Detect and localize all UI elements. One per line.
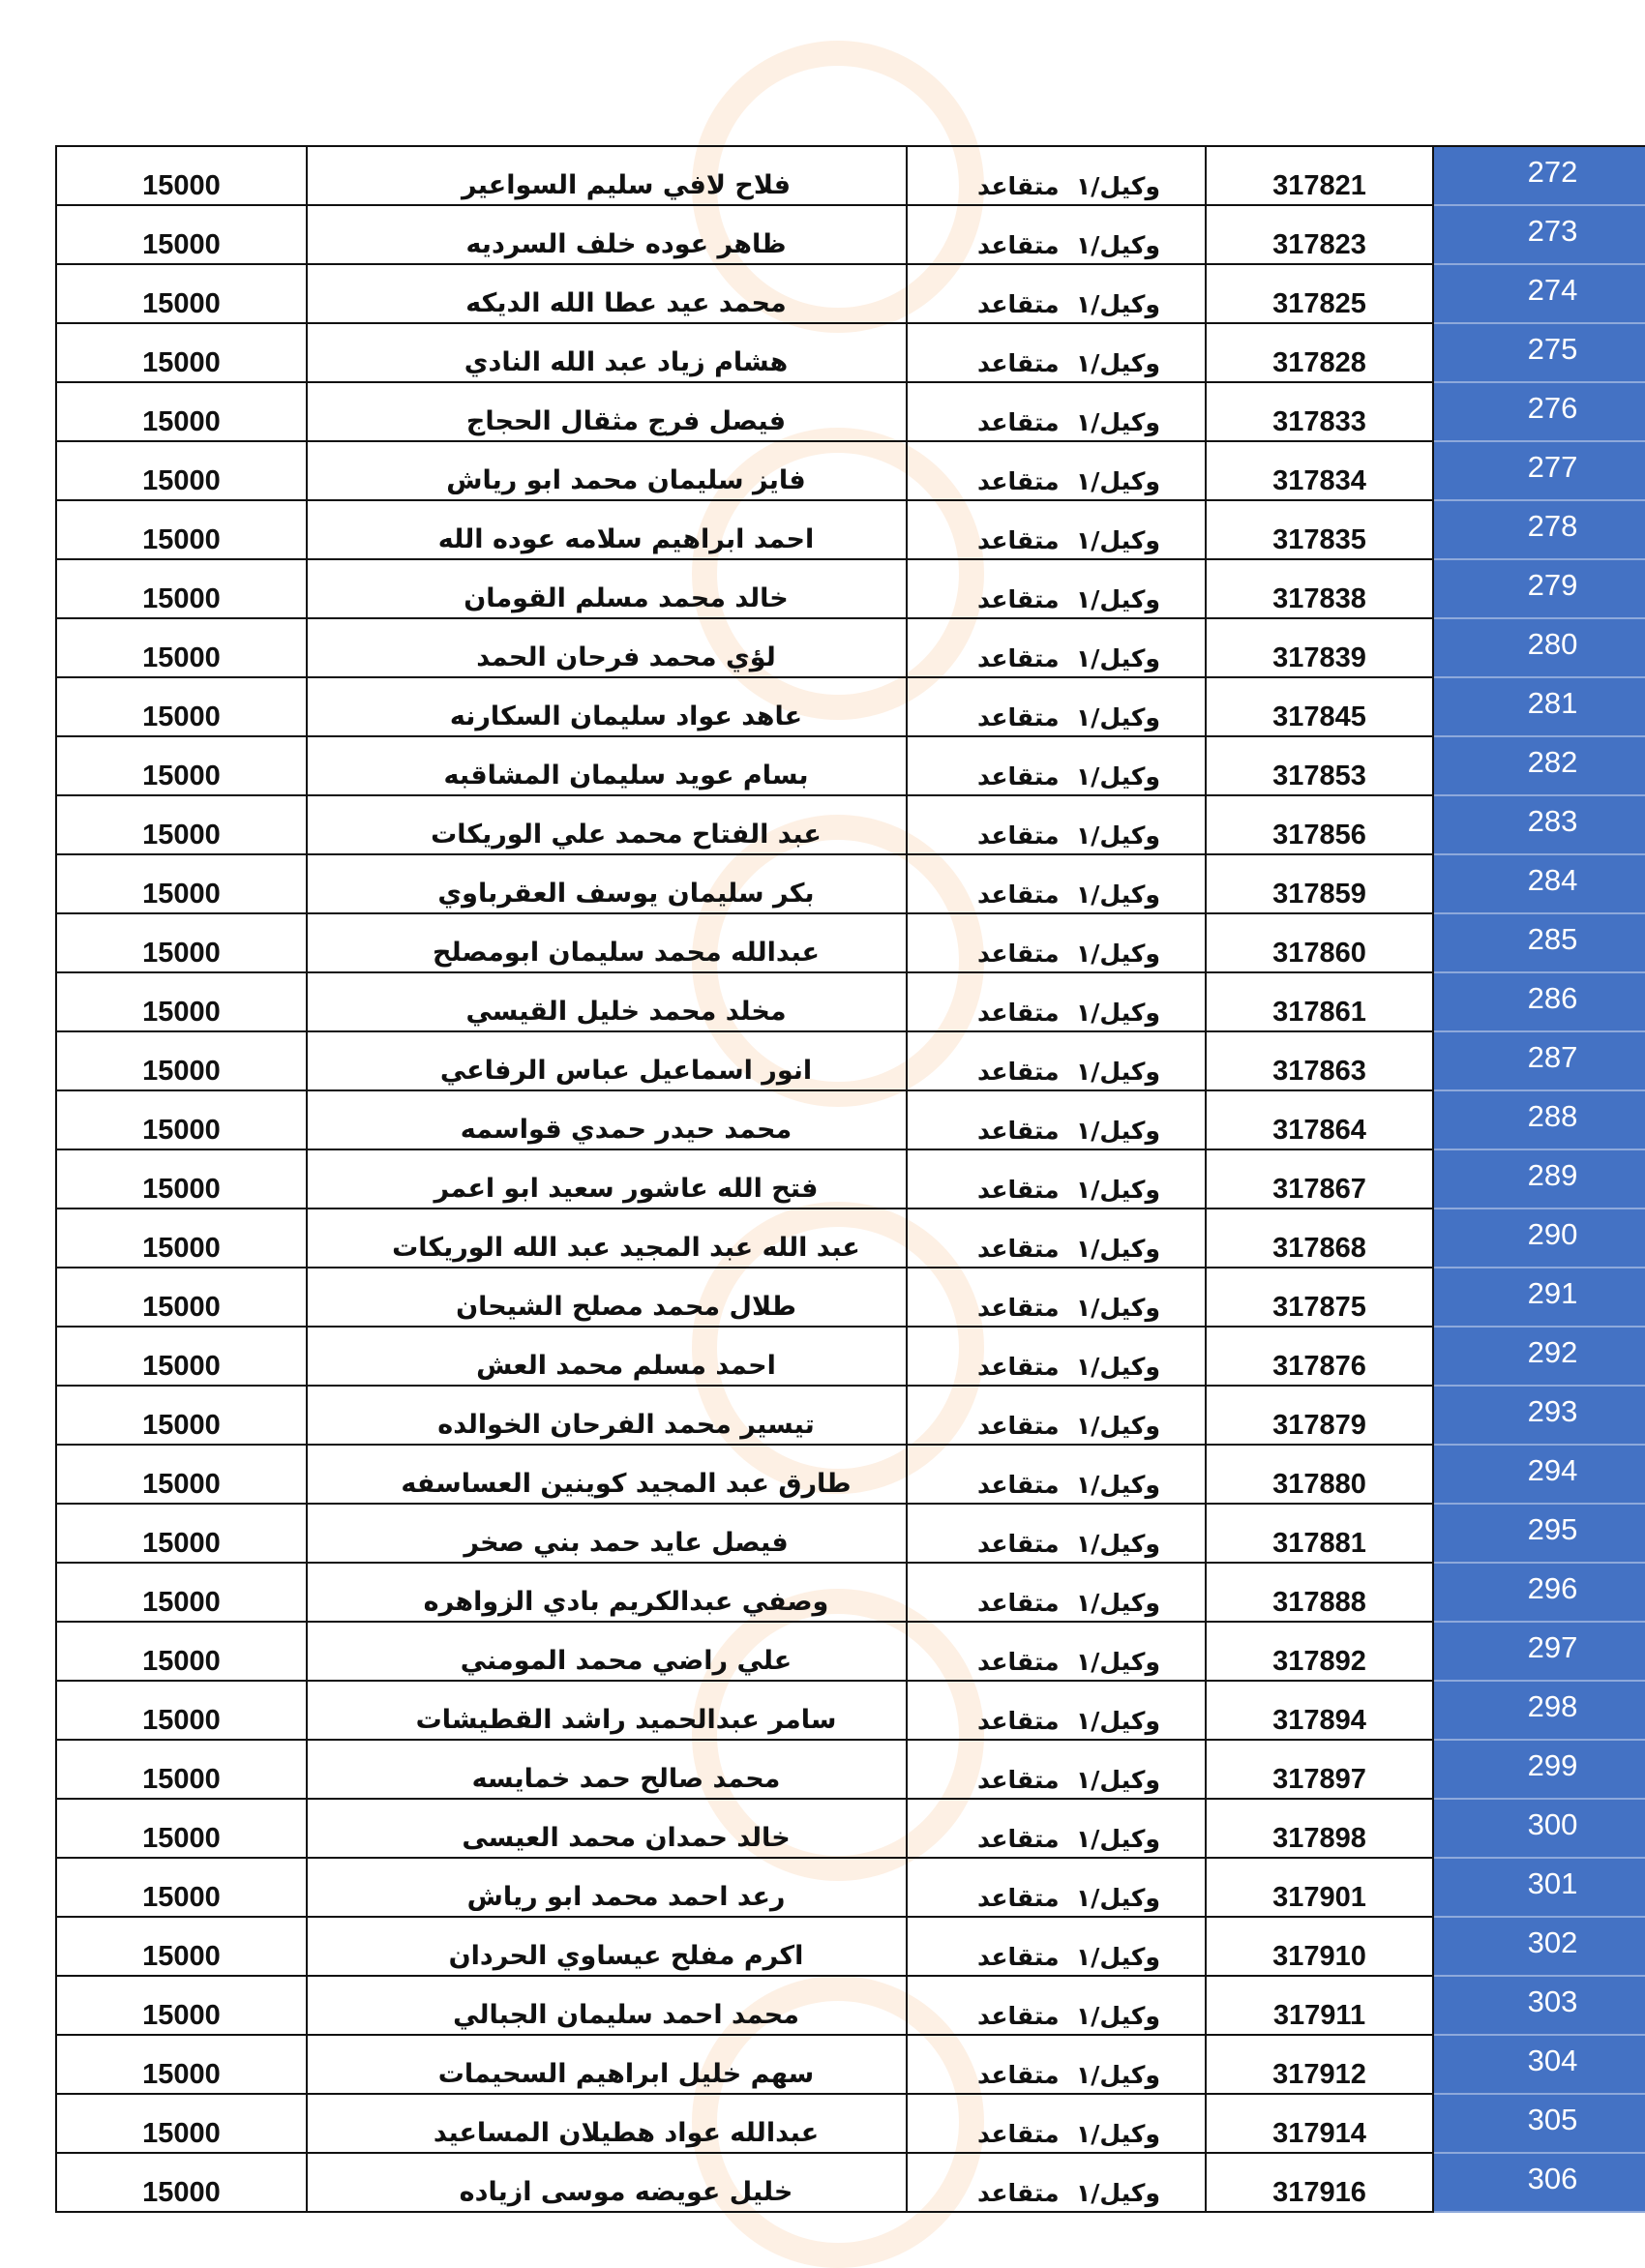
rank-cell: وكيل/١ متقاعد xyxy=(907,1090,1206,1149)
amount-cell: 15000 xyxy=(56,1209,307,1268)
serial-number-cell: 292 xyxy=(1433,1327,1645,1386)
amount-cell: 15000 xyxy=(56,441,307,500)
id-cell: 317861 xyxy=(1206,972,1433,1031)
table-row xyxy=(56,677,1645,736)
serial-number-cell: 290 xyxy=(1433,1209,1645,1268)
serial-number-cell: 279 xyxy=(1433,559,1645,618)
table-row xyxy=(56,146,1645,205)
table-row xyxy=(56,1268,1645,1327)
amount-cell: 15000 xyxy=(56,1031,307,1090)
table-row xyxy=(56,1681,1645,1740)
serial-number-cell: 296 xyxy=(1433,1563,1645,1622)
serial-number-cell: 277 xyxy=(1433,441,1645,500)
name-cell: اكرم مفلح عيساوي الحردان xyxy=(307,1917,907,1976)
amount-cell: 15000 xyxy=(56,2153,307,2212)
name-cell: لؤي محمد فرحان الحمد xyxy=(307,618,907,677)
name-cell: محمد احمد سليمان الجبالي xyxy=(307,1976,907,2035)
table-row xyxy=(56,972,1645,1031)
rank-cell: وكيل/١ متقاعد xyxy=(907,1149,1206,1209)
name-cell: احمد ابراهيم سلامه عوده الله xyxy=(307,500,907,559)
table-row xyxy=(56,1740,1645,1799)
rank-cell: وكيل/١ متقاعد xyxy=(907,1858,1206,1917)
amount-cell: 15000 xyxy=(56,205,307,264)
table-row xyxy=(56,205,1645,264)
serial-number-cell: 294 xyxy=(1433,1445,1645,1504)
id-cell: 317894 xyxy=(1206,1681,1433,1740)
rank-cell: وكيل/١ متقاعد xyxy=(907,1209,1206,1268)
amount-cell: 15000 xyxy=(56,1799,307,1858)
rank-cell: وكيل/١ متقاعد xyxy=(907,1386,1206,1445)
table-row xyxy=(56,264,1645,323)
amount-cell: 15000 xyxy=(56,2035,307,2094)
name-cell: وصفي عبدالكريم بادي الزواهره xyxy=(307,1563,907,1622)
id-cell: 317911 xyxy=(1206,1976,1433,2035)
amount-cell: 15000 xyxy=(56,795,307,854)
name-cell: خليل عويضه موسى ازياده xyxy=(307,2153,907,2212)
id-cell: 317897 xyxy=(1206,1740,1433,1799)
table-row xyxy=(56,1504,1645,1563)
id-cell: 317864 xyxy=(1206,1090,1433,1149)
serial-number-cell: 272 xyxy=(1433,146,1645,205)
name-cell: فلاح لافي سليم السواعير xyxy=(307,146,907,205)
table-body xyxy=(56,146,1645,2212)
name-cell: طارق عبد المجيد كوينين العساسفه xyxy=(307,1445,907,1504)
rank-cell: وكيل/١ متقاعد xyxy=(907,1917,1206,1976)
name-cell: رعد احمد محمد ابو رياش xyxy=(307,1858,907,1917)
rank-cell: وكيل/١ متقاعد xyxy=(907,559,1206,618)
id-cell: 317892 xyxy=(1206,1622,1433,1681)
serial-number-cell: 297 xyxy=(1433,1622,1645,1681)
id-cell: 317828 xyxy=(1206,323,1433,382)
name-cell: بسام عويد سليمان المشاقبه xyxy=(307,736,907,795)
serial-number-cell: 283 xyxy=(1433,795,1645,854)
serial-number-cell: 302 xyxy=(1433,1917,1645,1976)
rank-cell: وكيل/١ متقاعد xyxy=(907,1504,1206,1563)
id-cell: 317867 xyxy=(1206,1149,1433,1209)
amount-cell: 15000 xyxy=(56,618,307,677)
serial-number-cell: 287 xyxy=(1433,1031,1645,1090)
rank-cell: وكيل/١ متقاعد xyxy=(907,1976,1206,2035)
serial-number-cell: 274 xyxy=(1433,264,1645,323)
serial-number-cell: 300 xyxy=(1433,1799,1645,1858)
rank-cell: وكيل/١ متقاعد xyxy=(907,795,1206,854)
rank-cell: وكيل/١ متقاعد xyxy=(907,382,1206,441)
amount-cell: 15000 xyxy=(56,146,307,205)
rank-cell: وكيل/١ متقاعد xyxy=(907,677,1206,736)
name-cell: سهم خليل ابراهيم السحيمات xyxy=(307,2035,907,2094)
id-cell: 317916 xyxy=(1206,2153,1433,2212)
table-row xyxy=(56,441,1645,500)
name-cell: طلال محمد مصلح الشيحان xyxy=(307,1268,907,1327)
serial-number-cell: 280 xyxy=(1433,618,1645,677)
rank-cell: وكيل/١ متقاعد xyxy=(907,146,1206,205)
amount-cell: 15000 xyxy=(56,1445,307,1504)
name-cell: ظاهر عوده خلف السرديه xyxy=(307,205,907,264)
rank-cell: وكيل/١ متقاعد xyxy=(907,1031,1206,1090)
id-cell: 317901 xyxy=(1206,1858,1433,1917)
table-row xyxy=(56,1976,1645,2035)
amount-cell: 15000 xyxy=(56,1268,307,1327)
id-cell: 317821 xyxy=(1206,146,1433,205)
amount-cell: 15000 xyxy=(56,736,307,795)
id-cell: 317823 xyxy=(1206,205,1433,264)
name-cell: عبد الله عبد المجيد عبد الله الوريكات xyxy=(307,1209,907,1268)
name-cell: تيسير محمد الفرحان الخوالده xyxy=(307,1386,907,1445)
amount-cell: 15000 xyxy=(56,1858,307,1917)
table-row xyxy=(56,1327,1645,1386)
serial-number-cell: 281 xyxy=(1433,677,1645,736)
amount-cell: 15000 xyxy=(56,382,307,441)
rank-cell: وكيل/١ متقاعد xyxy=(907,736,1206,795)
table-row xyxy=(56,323,1645,382)
serial-number-cell: 288 xyxy=(1433,1090,1645,1149)
name-cell: عبد الفتاح محمد علي الوريكات xyxy=(307,795,907,854)
amount-cell: 15000 xyxy=(56,1327,307,1386)
serial-number-cell: 291 xyxy=(1433,1268,1645,1327)
id-cell: 317859 xyxy=(1206,854,1433,913)
id-cell: 317914 xyxy=(1206,2094,1433,2153)
rank-cell: وكيل/١ متقاعد xyxy=(907,1740,1206,1799)
serial-number-cell: 282 xyxy=(1433,736,1645,795)
id-cell: 317910 xyxy=(1206,1917,1433,1976)
table-row xyxy=(56,1031,1645,1090)
serial-number-cell: 305 xyxy=(1433,2094,1645,2153)
table-row xyxy=(56,1386,1645,1445)
table-row xyxy=(56,500,1645,559)
name-cell: عبدالله محمد سليمان ابومصلح xyxy=(307,913,907,972)
rank-cell: وكيل/١ متقاعد xyxy=(907,1563,1206,1622)
serial-number-cell: 303 xyxy=(1433,1976,1645,2035)
rank-cell: وكيل/١ متقاعد xyxy=(907,323,1206,382)
id-cell: 317868 xyxy=(1206,1209,1433,1268)
name-cell: سامر عبدالحميد راشد القطيشات xyxy=(307,1681,907,1740)
table-row xyxy=(56,2094,1645,2153)
rank-cell: وكيل/١ متقاعد xyxy=(907,264,1206,323)
name-cell: محمد عيد عطا الله الديكه xyxy=(307,264,907,323)
serial-number-cell: 295 xyxy=(1433,1504,1645,1563)
id-cell: 317860 xyxy=(1206,913,1433,972)
id-cell: 317825 xyxy=(1206,264,1433,323)
rank-cell: وكيل/١ متقاعد xyxy=(907,1327,1206,1386)
id-cell: 317888 xyxy=(1206,1563,1433,1622)
amount-cell: 15000 xyxy=(56,323,307,382)
id-cell: 317833 xyxy=(1206,382,1433,441)
name-cell: بكر سليمان يوسف العقرباوي xyxy=(307,854,907,913)
id-cell: 317853 xyxy=(1206,736,1433,795)
table-row xyxy=(56,1090,1645,1149)
rank-cell: وكيل/١ متقاعد xyxy=(907,1622,1206,1681)
serial-number-cell: 301 xyxy=(1433,1858,1645,1917)
serial-number-cell: 273 xyxy=(1433,205,1645,264)
amount-cell: 15000 xyxy=(56,1976,307,2035)
table-row xyxy=(56,1917,1645,1976)
id-cell: 317879 xyxy=(1206,1386,1433,1445)
name-cell: علي راضي محمد المومني xyxy=(307,1622,907,1681)
name-cell: انور اسماعيل عباس الرفاعي xyxy=(307,1031,907,1090)
serial-number-cell: 299 xyxy=(1433,1740,1645,1799)
amount-cell: 15000 xyxy=(56,1740,307,1799)
serial-number-cell: 306 xyxy=(1433,2153,1645,2212)
rank-cell: وكيل/١ متقاعد xyxy=(907,1268,1206,1327)
amount-cell: 15000 xyxy=(56,1622,307,1681)
name-cell: فيصل فرج مثقال الحجاج xyxy=(307,382,907,441)
amount-cell: 15000 xyxy=(56,1917,307,1976)
amount-cell: 15000 xyxy=(56,854,307,913)
id-cell: 317834 xyxy=(1206,441,1433,500)
table-row xyxy=(56,382,1645,441)
name-cell: هشام زياد عبد الله النادي xyxy=(307,323,907,382)
name-cell: خالد حمدان محمد العيسى xyxy=(307,1799,907,1858)
id-cell: 317856 xyxy=(1206,795,1433,854)
rank-cell: وكيل/١ متقاعد xyxy=(907,500,1206,559)
amount-cell: 15000 xyxy=(56,1563,307,1622)
amount-cell: 15000 xyxy=(56,677,307,736)
name-cell: عاهد عواد سليمان السكارنه xyxy=(307,677,907,736)
rank-cell: وكيل/١ متقاعد xyxy=(907,2153,1206,2212)
rank-cell: وكيل/١ متقاعد xyxy=(907,2035,1206,2094)
table-row xyxy=(56,854,1645,913)
serial-number-cell: 285 xyxy=(1433,913,1645,972)
amount-cell: 15000 xyxy=(56,1090,307,1149)
name-cell: عبدالله عواد هطيلان المساعيد xyxy=(307,2094,907,2153)
table-row xyxy=(56,795,1645,854)
id-cell: 317863 xyxy=(1206,1031,1433,1090)
table-row xyxy=(56,1445,1645,1504)
amount-cell: 15000 xyxy=(56,1681,307,1740)
name-cell: فتح الله عاشور سعيد ابو اعمر xyxy=(307,1149,907,1209)
amount-cell: 15000 xyxy=(56,264,307,323)
name-cell: احمد مسلم محمد العش xyxy=(307,1327,907,1386)
id-cell: 317898 xyxy=(1206,1799,1433,1858)
rank-cell: وكيل/١ متقاعد xyxy=(907,972,1206,1031)
serial-number-cell: 298 xyxy=(1433,1681,1645,1740)
table-row xyxy=(56,1858,1645,1917)
rank-cell: وكيل/١ متقاعد xyxy=(907,1445,1206,1504)
serial-number-cell: 276 xyxy=(1433,382,1645,441)
name-cell: فايز سليمان محمد ابو رياش xyxy=(307,441,907,500)
name-cell: مخلد محمد خليل القيسي xyxy=(307,972,907,1031)
rank-cell: وكيل/١ متقاعد xyxy=(907,854,1206,913)
serial-number-cell: 286 xyxy=(1433,972,1645,1031)
table-row xyxy=(56,913,1645,972)
id-cell: 317835 xyxy=(1206,500,1433,559)
table-row xyxy=(56,1622,1645,1681)
rank-cell: وكيل/١ متقاعد xyxy=(907,205,1206,264)
table-row xyxy=(56,2035,1645,2094)
amount-cell: 15000 xyxy=(56,913,307,972)
amount-cell: 15000 xyxy=(56,500,307,559)
table-row xyxy=(56,736,1645,795)
serial-number-cell: 278 xyxy=(1433,500,1645,559)
id-cell: 317839 xyxy=(1206,618,1433,677)
id-cell: 317845 xyxy=(1206,677,1433,736)
id-cell: 317875 xyxy=(1206,1268,1433,1327)
rank-cell: وكيل/١ متقاعد xyxy=(907,618,1206,677)
amount-cell: 15000 xyxy=(56,2094,307,2153)
rank-cell: وكيل/١ متقاعد xyxy=(907,913,1206,972)
amount-cell: 15000 xyxy=(56,559,307,618)
serial-number-cell: 275 xyxy=(1433,323,1645,382)
serial-number-cell: 284 xyxy=(1433,854,1645,913)
name-cell: محمد صالح حمد خمايسه xyxy=(307,1740,907,1799)
name-cell: فيصل عايد حمد بني صخر xyxy=(307,1504,907,1563)
serial-number-cell: 304 xyxy=(1433,2035,1645,2094)
payments-table xyxy=(55,145,1645,2213)
id-cell: 317880 xyxy=(1206,1445,1433,1504)
id-cell: 317881 xyxy=(1206,1504,1433,1563)
table-row xyxy=(56,1149,1645,1209)
table-row xyxy=(56,1799,1645,1858)
id-cell: 317876 xyxy=(1206,1327,1433,1386)
id-cell: 317838 xyxy=(1206,559,1433,618)
table-row xyxy=(56,2153,1645,2212)
rank-cell: وكيل/١ متقاعد xyxy=(907,1799,1206,1858)
table-row xyxy=(56,559,1645,618)
rank-cell: وكيل/١ متقاعد xyxy=(907,441,1206,500)
table-row xyxy=(56,1563,1645,1622)
rank-cell: وكيل/١ متقاعد xyxy=(907,2094,1206,2153)
amount-cell: 15000 xyxy=(56,972,307,1031)
table-row xyxy=(56,618,1645,677)
amount-cell: 15000 xyxy=(56,1504,307,1563)
amount-cell: 15000 xyxy=(56,1386,307,1445)
amount-cell: 15000 xyxy=(56,1149,307,1209)
table-row xyxy=(56,1209,1645,1268)
name-cell: خالد محمد مسلم القومان xyxy=(307,559,907,618)
rank-cell: وكيل/١ متقاعد xyxy=(907,1681,1206,1740)
name-cell: محمد حيدر حمدي قواسمه xyxy=(307,1090,907,1149)
serial-number-cell: 289 xyxy=(1433,1149,1645,1209)
id-cell: 317912 xyxy=(1206,2035,1433,2094)
serial-number-cell: 293 xyxy=(1433,1386,1645,1445)
